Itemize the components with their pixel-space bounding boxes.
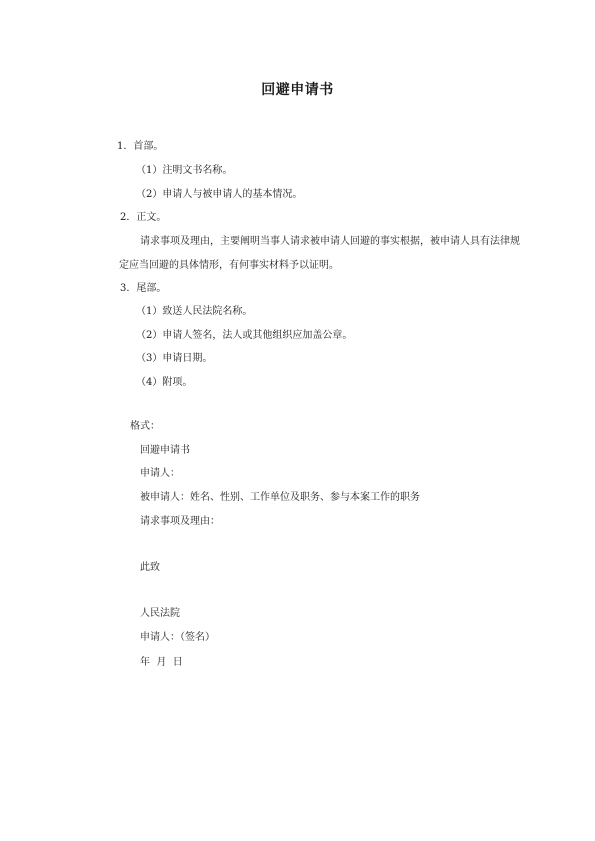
format-request: 请求事项及理由： (140, 516, 220, 527)
format-doc-title: 回避申请书 (140, 445, 190, 456)
section-3-item-2: （2）申请人签名，法人或其他组织应加盖公章。 (136, 330, 353, 341)
format-applicant: 申请人： (140, 468, 180, 479)
section-1-item-1: （1）注明文书名称。 (136, 165, 233, 176)
section-2-heading: 2．正文。 (120, 212, 167, 223)
section-3-heading: 3．尾部。 (120, 283, 167, 294)
section-3-item-3: （3）申请日期。 (136, 353, 213, 364)
section-2-paragraph-line-2: 定应当回避的具体情形，有何事实材料予以证明。 (119, 260, 339, 271)
format-salutation: 此致 (140, 562, 160, 573)
section-3-item-4: （4）附项。 (136, 377, 193, 388)
section-1-item-2: （2）申请人与被申请人的基本情况。 (136, 189, 303, 200)
section-2-paragraph-line-1: 请求事项及理由，主要阐明当事人请求被申请人回避的事实根据，被申请人具有法律规 (140, 236, 520, 247)
section-3-item-1: （1）致送人民法院名称。 (136, 306, 253, 317)
format-label: 格式： (130, 421, 160, 432)
format-court: 人民法院 (140, 608, 180, 619)
format-respondent: 被申请人：姓名、性别、工作单位及职务、参与本案工作的职务 (140, 492, 420, 503)
format-date: 年 月 日 (140, 657, 183, 668)
format-signature: 申请人：（签名） (140, 632, 215, 643)
page-title: 回避申请书 (261, 82, 334, 98)
section-1-heading: 1．首部。 (117, 141, 164, 152)
